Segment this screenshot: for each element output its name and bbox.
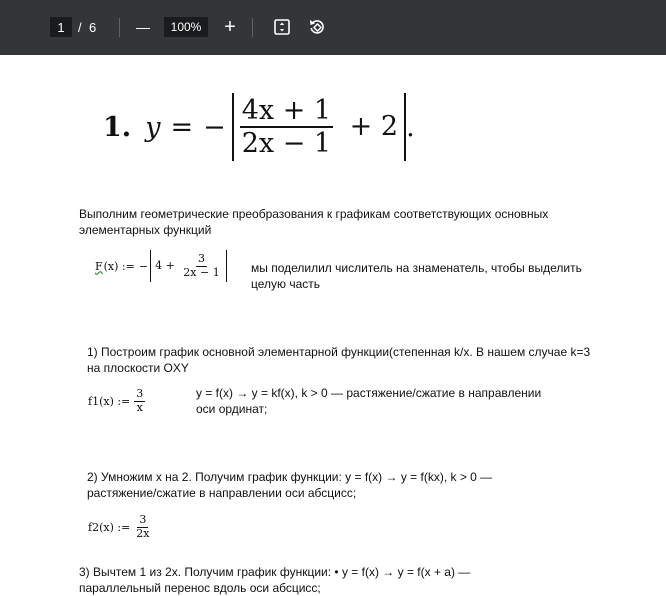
pdf-toolbar [0,0,666,55]
zoom-in-button[interactable] [217,14,243,40]
page-number-input[interactable]: 1 [50,17,72,37]
formula-plus-term: + 2 [349,110,399,142]
zoom-level-input[interactable]: 100% [164,17,208,37]
f1-fraction [134,388,145,414]
f2-denominator: 2x [136,526,150,540]
page-total: 6 [89,20,97,35]
F-minus: − [138,259,149,273]
step-3-text: 3) Вычтем 1 из 2x. Получим график функции: • y = f(x) → y = f(x + a) — параллельный перенос вдоль оси абсцисс; [79,565,471,595]
minus-icon: — [136,19,150,35]
formula-numerator: 4x + 1 [240,95,333,128]
rotate-icon [307,17,327,37]
F-name: F [95,259,103,273]
f1-lhs: f1(x) := [88,394,131,408]
step-2-text: 2) Умножим x на 2. Получим график функции: y = f(x) → y = f(kx), k > 0 — растяжение/сжатие в направлении оси абсцисс; [87,470,493,500]
page-separator: / [78,20,82,35]
F-definition [95,246,227,286]
F-denominator: 2x − 1 [183,265,220,279]
f2-numerator: 3 [139,512,147,526]
f2-fraction [134,514,151,540]
f1-note: y = f(x) → y = kf(x), k > 0 — растяжение/сжатие в направлении оси ординат; [196,386,542,416]
F-abs [150,250,227,282]
f1-definition [88,383,145,419]
F-fraction [181,253,221,279]
rotate-button[interactable] [304,14,330,40]
fit-to-page-button[interactable] [269,14,295,40]
F-args: (x) := [103,259,135,273]
formula-period: . [406,111,415,143]
plus-icon: + [224,15,236,38]
f2-lhs: f2(x) := [88,520,131,534]
formula-denominator: 2x − 1 [241,128,332,159]
step-1-text: 1) Построим график основной элементарной функции(степенная k/x. В нашем случае k=3 на плоскости OXY [87,345,591,375]
toolbar-divider [119,18,120,37]
zoom-out-button[interactable] [130,14,156,40]
intro-paragraph: Выполним геометрические преобразования к графикам соответствующих основных элементарных функций [79,207,549,237]
formula-fraction [240,95,333,159]
problem-number: 1. [103,111,132,143]
fit-page-icon [273,18,291,36]
F-inner-left: 4 + [155,259,175,272]
pdf-page [0,55,666,595]
formula-eq: = [170,111,194,143]
toolbar-divider [252,18,253,37]
f1-denominator: x [136,400,143,414]
problem-formula [103,87,415,167]
formula-minus: − [203,111,226,143]
F-note: мы поделилил числитель на знаменатель, чтобы выделить целую часть [251,261,582,291]
F-numerator: 3 [198,251,205,265]
f1-numerator: 3 [136,386,144,400]
formula-lhs: y [145,111,161,143]
formula-abs [232,93,406,161]
f2-definition [88,509,151,545]
